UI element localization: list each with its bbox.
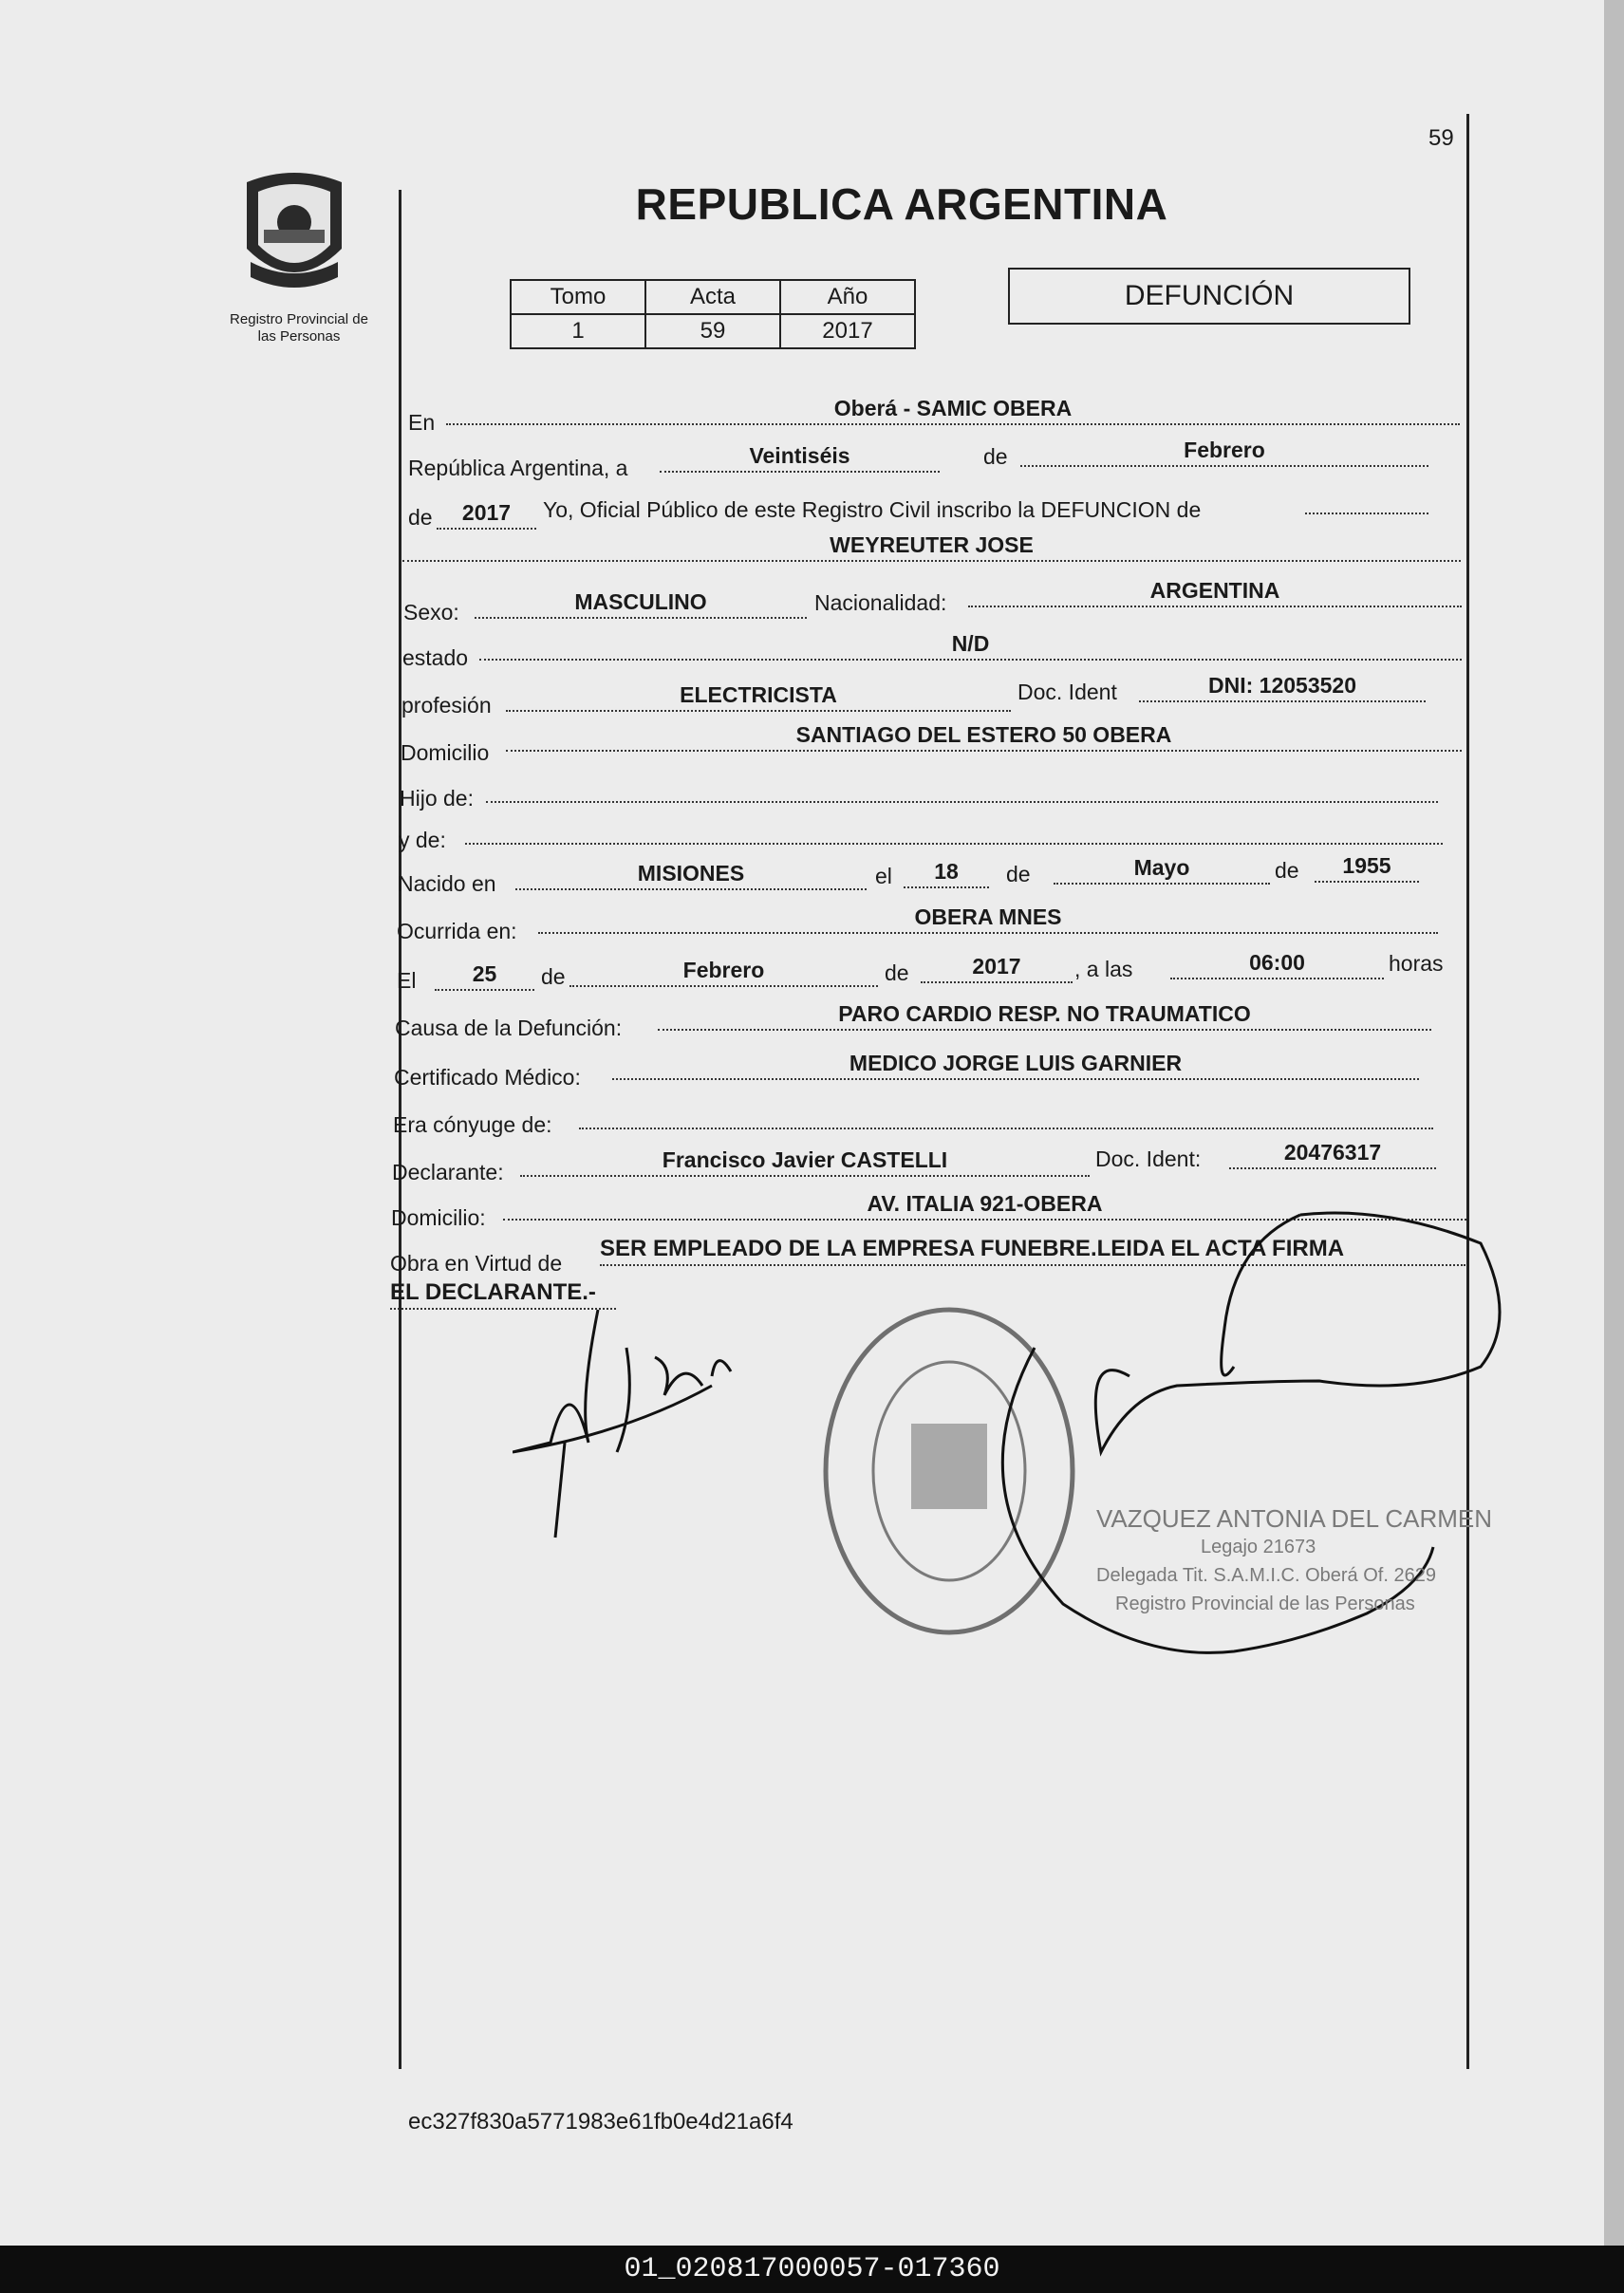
declarant-signature [513, 1291, 816, 1547]
domicilio2-label: Domicilio: [391, 1205, 486, 1230]
conyuge-field [579, 1099, 1433, 1129]
doc-ident-label: Doc. Ident [1017, 680, 1117, 704]
de-year-label: de [408, 505, 433, 530]
ocurrida-field: OBERA MNES [538, 904, 1438, 934]
death-de1-label: de [541, 964, 566, 989]
ocurrida-label: Ocurrida en: [397, 919, 517, 943]
domicilio-label: Domicilio [401, 740, 490, 765]
frame-right-line [1466, 114, 1469, 2069]
obra-field-line2: EL DECLARANTE.- [390, 1279, 616, 1310]
document-title: REPUBLICA ARGENTINA [635, 179, 1168, 229]
horas-label: horas [1389, 951, 1444, 976]
registry-table [510, 279, 916, 349]
birth-de2-label: de [1275, 858, 1299, 883]
certificado-field: MEDICO JORGE LUIS GARNIER [612, 1050, 1419, 1080]
day-words-field: Veintiséis [660, 442, 940, 473]
el-label: el [875, 864, 892, 888]
deceased-name-field: WEYREUTER JOSE [402, 531, 1461, 562]
en-label: En [408, 410, 436, 435]
hijo-field [486, 773, 1438, 803]
conyuge-label: Era cónyuge de: [393, 1112, 552, 1137]
republica-label: República Argentina, a [408, 456, 628, 480]
header-anio: Año [780, 280, 915, 314]
alas-label: , a las [1074, 957, 1133, 981]
death-time-field: 06:00 [1170, 949, 1384, 979]
domicilio2-field: AV. ITALIA 921-OBERA [503, 1190, 1466, 1221]
provincia-de-misiones-seal-icon [237, 163, 351, 296]
obra-label: Obra en Virtud de [390, 1251, 563, 1276]
certificado-label: Certificado Médico: [394, 1065, 581, 1090]
causa-label: Causa de la Defunción: [395, 1016, 623, 1040]
domicilio-field: SANTIAGO DEL ESTERO 50 OBERA [506, 721, 1462, 752]
el2-label: El [397, 968, 417, 993]
nacido-label: Nacido en [398, 871, 496, 896]
death-de2-label: de [885, 960, 909, 985]
obra-field-line1: SER EMPLEADO DE LA EMPRESA FUNEBRE.LEIDA EL ACTA FIRMA [600, 1236, 1465, 1266]
sexo-label: Sexo: [403, 600, 459, 625]
birth-de1-label: de [1006, 862, 1031, 886]
death-year-field: 2017 [921, 953, 1073, 983]
document-hash: ec327f830a5771983e61fb0e4d21a6f4 [408, 2109, 793, 2135]
declarante-field: Francisco Javier CASTELLI [520, 1146, 1090, 1177]
nacionalidad-field: ARGENTINA [968, 577, 1462, 607]
birth-month-field: Mayo [1054, 854, 1270, 885]
doc2-field: 20476317 [1229, 1139, 1436, 1169]
de-label: de [983, 444, 1008, 469]
official-stamp-text: VAZQUEZ ANTONIA DEL CARMEN Legajo 21673 Delegada Tit. S.A.M.I.C. Oberá Of. 2629 Registro Provincial de las Personas [1096, 1504, 1493, 1614]
nacionalidad-label: Nacionalidad: [814, 590, 947, 615]
estado-field: N/D [479, 630, 1462, 661]
sexo-field: MASCULINO [475, 588, 807, 619]
doc2-label: Doc. Ident: [1095, 1146, 1202, 1171]
yde-label: y de: [399, 828, 446, 852]
value-acta: 59 [645, 314, 780, 348]
yde-field [465, 814, 1443, 845]
death-month-field: Febrero [569, 957, 878, 987]
profesion-field: ELECTRICISTA [506, 681, 1011, 712]
doc-ident-field: DNI: 12053520 [1139, 672, 1426, 702]
value-tomo: 1 [511, 314, 645, 348]
header-tomo: Tomo [511, 280, 645, 314]
estado-label: estado [402, 645, 469, 670]
declarante-label: Declarante: [392, 1160, 504, 1184]
birth-day-field: 18 [904, 858, 989, 888]
act-type-box: DEFUNCIÓN [1008, 268, 1410, 325]
place-field: Oberá - SAMIC OBERA [446, 395, 1460, 425]
causa-field: PARO CARDIO RESP. NO TRAUMATICO [658, 1000, 1431, 1031]
hijo-label: Hijo de: [400, 786, 474, 811]
year-field: 2017 [437, 499, 536, 530]
nacido-field: MISIONES [515, 860, 867, 890]
month-field: Febrero [1020, 437, 1428, 467]
footer-id: 01_020817000057-017360 [0, 2246, 1624, 2293]
birth-year-field: 1955 [1315, 852, 1419, 883]
death-day-field: 25 [435, 960, 534, 991]
oficial-blank [1305, 484, 1428, 514]
page-number: 59 [1428, 125, 1454, 151]
profesion-label: profesión [401, 693, 492, 718]
page-edge [1604, 0, 1624, 2246]
value-anio: 2017 [780, 314, 915, 348]
header-acta: Acta [645, 280, 780, 314]
logo-caption: Registro Provincial de las Personas [230, 311, 368, 345]
oficial-text: Yo, Oficial Público de este Registro Civil inscribo la DEFUNCION de [543, 497, 1202, 522]
